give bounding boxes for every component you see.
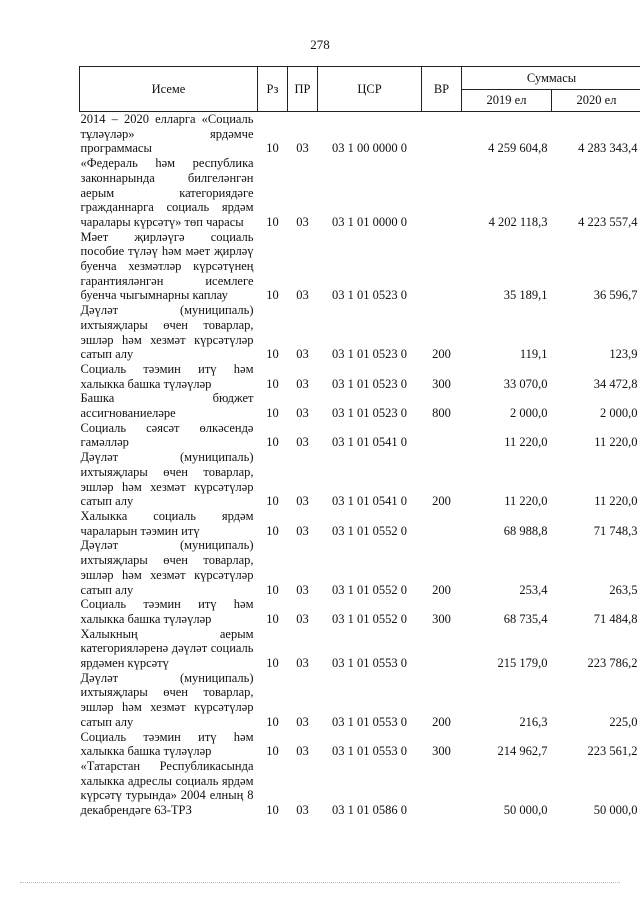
row-pr: 03 (296, 435, 309, 450)
row-csr: 03 1 01 0552 0 (332, 582, 407, 597)
table-row (80, 597, 640, 626)
row-name: Халыкның аерым категорияләренә дәүләт социаль ярдәмен күрсәтү (80, 626, 254, 671)
row-pr: 03 (296, 611, 309, 626)
row-amount-2019: 119,1 (519, 347, 548, 362)
row-amount-2020: 71 748,3 (593, 523, 638, 538)
row-pr: 03 (296, 523, 309, 538)
row-csr: 03 1 01 0541 0 (332, 494, 407, 509)
row-name: Социаль тәэмин итү һәм халыкка башка түләүләр (80, 729, 254, 759)
table-row (80, 538, 640, 597)
row-amount-2019: 4 202 118,3 (488, 214, 548, 229)
row-amount-2019: 216,3 (519, 714, 548, 729)
row-amount-2020: 123,9 (609, 347, 638, 362)
row-vr: 300 (432, 376, 451, 391)
table-row (80, 230, 640, 304)
table-row (80, 156, 640, 230)
row-amount-2020: 223 561,2 (587, 744, 638, 759)
row-vr (422, 627, 462, 671)
table-row (80, 362, 640, 391)
row-rz: 10 (266, 523, 279, 538)
row-rz: 10 (266, 406, 279, 421)
row-pr: 03 (296, 288, 309, 303)
row-rz: 10 (266, 714, 279, 729)
row-pr: 03 (296, 406, 309, 421)
row-vr (422, 156, 462, 230)
row-amount-2020: 34 472,8 (593, 376, 638, 391)
table-row (80, 421, 640, 450)
table-header (80, 67, 640, 112)
header-year-2019: 2019 ел (462, 90, 552, 112)
row-amount-2020: 225,0 (609, 714, 638, 729)
page-number: 278 (310, 37, 330, 52)
header-vr: ВР (422, 67, 462, 112)
row-name: Дәүләт (муниципаль) ихтыяҗлары өчен товарлар, эшләр һәм хезмәт күрсәтүләр сатып алу (80, 538, 254, 597)
row-vr: 200 (432, 582, 451, 597)
row-pr: 03 (296, 714, 309, 729)
row-rz: 10 (266, 347, 279, 362)
row-amount-2019: 33 070,0 (503, 376, 548, 391)
row-rz: 10 (266, 435, 279, 450)
row-csr: 03 1 01 0553 0 (332, 744, 407, 759)
row-amount-2020: 11 220,0 (594, 494, 638, 509)
table-row (80, 627, 640, 671)
row-amount-2019: 11 220,0 (504, 494, 548, 509)
row-rz: 10 (266, 288, 279, 303)
header-name: Исеме (80, 67, 258, 112)
row-name: 2014 – 2020 елларга «Социаль тұләүләр» ярдәмче программасы (80, 112, 254, 156)
row-vr (422, 509, 462, 538)
row-amount-2020: 4 283 343,4 (578, 141, 638, 156)
row-pr: 03 (296, 656, 309, 671)
page-bottom-rule (20, 882, 620, 883)
row-amount-2020: 223 786,2 (587, 656, 638, 671)
row-rz: 10 (266, 582, 279, 597)
row-csr: 03 1 01 0541 0 (332, 435, 407, 450)
row-csr: 03 1 01 0552 0 (332, 611, 407, 626)
row-pr: 03 (296, 803, 309, 818)
header-rz: Рз (258, 67, 288, 112)
row-csr: 03 1 00 0000 0 (332, 141, 407, 156)
row-vr: 200 (432, 714, 451, 729)
row-vr: 300 (432, 611, 451, 626)
row-name: Дәүләт (муниципаль) ихтыяҗлары өчен товарлар, эшләр һәм хезмәт күрсәтүләр сатып алу (80, 450, 254, 509)
row-name: «Татарстан Республикасында халыкка адреслы социаль ярдәм күрсәтү турында» 2004 елның 8 декабрендәге 63-ТРЗ (80, 758, 254, 818)
row-vr (422, 230, 462, 304)
row-name: Мәет җирләүгә социаль пособие түләү һәм мәет җирләү буенча хезмәтләр күрсәтүнең гарантияләнгән исемлеге буенча чыгымнарны каплау (80, 229, 254, 303)
row-amount-2019: 253,4 (519, 582, 548, 597)
row-csr: 03 1 01 0523 0 (332, 376, 407, 391)
row-amount-2020: 263,5 (609, 582, 638, 597)
row-vr (422, 759, 462, 818)
row-pr: 03 (296, 744, 309, 759)
header-year-2020: 2020 ел (552, 90, 640, 112)
row-amount-2020: 11 220,0 (594, 435, 638, 450)
row-vr: 300 (432, 744, 451, 759)
row-amount-2019: 68 988,8 (503, 523, 548, 538)
row-name: Социаль сәясәт өлкәсендә гамәлләр (80, 420, 254, 450)
table-row (80, 730, 640, 759)
row-rz: 10 (266, 744, 279, 759)
table-body (80, 112, 640, 818)
row-name: Социаль тәэмин итү һәм халыкка башка түләүләр (80, 361, 254, 391)
row-csr: 03 1 01 0553 0 (332, 714, 407, 729)
table-row (80, 450, 640, 509)
row-name: Социаль тәэмин итү һәм халыкка башка түләүләр (80, 597, 254, 626)
row-name: Халыкка социаль ярдәм чараларын тәэмин итү (80, 508, 254, 538)
row-amount-2019: 215 179,0 (497, 656, 548, 671)
table-row (80, 112, 640, 157)
row-csr: 03 1 01 0523 0 (332, 347, 407, 362)
row-name: Дәүләт (муниципаль) ихтыяҗлары өчен товарлар, эшләр һәм хезмәт күрсәтүләр сатып алу (80, 670, 254, 729)
row-rz: 10 (266, 611, 279, 626)
row-amount-2020: 50 000,0 (593, 803, 638, 818)
row-name: «Федераль һәм республика законнарында билгеләнгән аерым категориядәге гражданнарга социаль ярдәм чаралары күрсәтү» төп чарасы (80, 156, 254, 229)
header-sums: Суммасы (462, 67, 640, 90)
row-pr: 03 (296, 141, 309, 156)
row-rz: 10 (266, 656, 279, 671)
row-csr: 03 1 01 0552 0 (332, 523, 407, 538)
table-row (80, 303, 640, 362)
header-pr: ПР (288, 67, 318, 112)
row-amount-2020: 4 223 557,4 (578, 214, 638, 229)
table-row (80, 509, 640, 538)
row-pr: 03 (296, 214, 309, 229)
row-name: Башка бюджет ассигнованиеләре (80, 391, 254, 421)
row-rz: 10 (266, 494, 279, 509)
row-amount-2020: 71 484,8 (593, 611, 638, 626)
row-amount-2020: 36 596,7 (593, 288, 638, 303)
row-vr (422, 112, 462, 157)
row-rz: 10 (266, 803, 279, 818)
row-amount-2019: 11 220,0 (504, 435, 548, 450)
row-amount-2019: 214 962,7 (497, 744, 548, 759)
row-csr: 03 1 01 0553 0 (332, 656, 407, 671)
row-amount-2019: 50 000,0 (503, 803, 548, 818)
row-csr: 03 1 01 0586 0 (332, 803, 407, 818)
row-csr: 03 1 01 0523 0 (332, 288, 407, 303)
row-rz: 10 (266, 214, 279, 229)
row-amount-2019: 4 259 604,8 (488, 141, 548, 156)
row-amount-2019: 68 735,4 (503, 611, 548, 626)
row-vr: 800 (432, 406, 451, 421)
row-csr: 03 1 01 0523 0 (332, 406, 407, 421)
row-amount-2019: 35 189,1 (503, 288, 548, 303)
row-name: Дәүләт (муниципаль) ихтыяҗлары өчен товарлар, эшләр һәм хезмәт күрсәтүләр сатып алу (80, 303, 254, 362)
budget-table (79, 66, 640, 818)
row-vr (422, 421, 462, 450)
row-pr: 03 (296, 376, 309, 391)
row-amount-2019: 2 000,0 (510, 406, 548, 421)
row-rz: 10 (266, 141, 279, 156)
table-row (80, 759, 640, 818)
row-vr: 200 (432, 494, 451, 509)
row-pr: 03 (296, 347, 309, 362)
row-csr: 03 1 01 0000 0 (332, 214, 407, 229)
row-vr: 200 (432, 347, 451, 362)
row-rz: 10 (266, 376, 279, 391)
row-amount-2020: 2 000,0 (600, 406, 638, 421)
table-row (80, 671, 640, 730)
row-pr: 03 (296, 582, 309, 597)
table-row (80, 391, 640, 420)
header-csr: ЦСР (318, 67, 422, 112)
row-pr: 03 (296, 494, 309, 509)
